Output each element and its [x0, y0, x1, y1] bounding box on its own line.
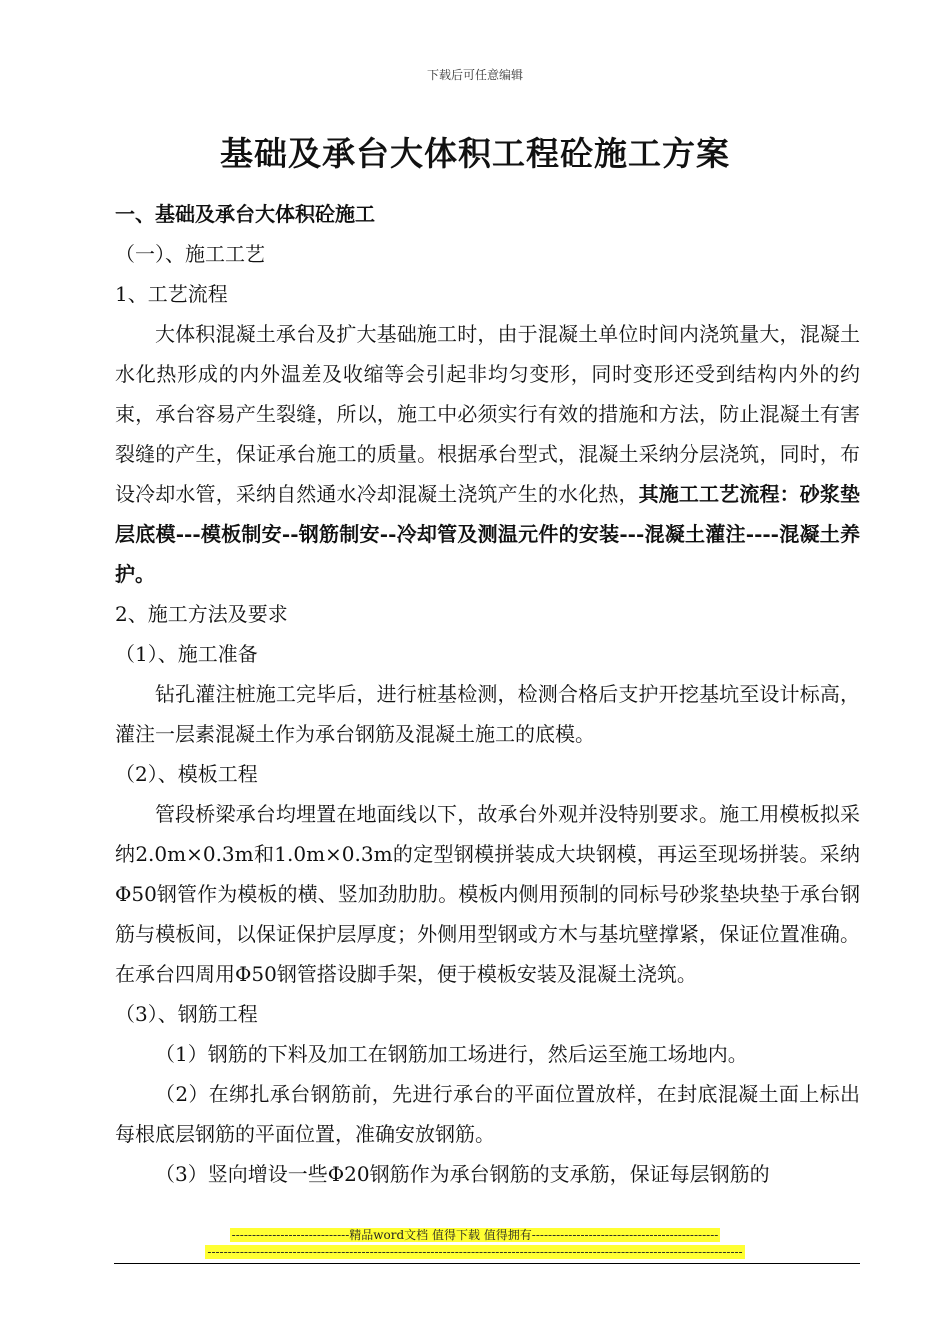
item-heading-preparation: （1）、施工准备 [115, 642, 258, 666]
footer-rule [114, 1263, 860, 1264]
paragraph-process [115, 314, 860, 594]
footer-banner-text: -----------------------------精品word文档 值得下载 值得拥有---------------------------------------------- [231, 1228, 719, 1242]
item-heading-flow: 1、工艺流程 [115, 282, 228, 306]
paragraph-formwork: 管段桥梁承台均埋置在地面线以下，故承台外观并没特别要求。施工用模板拟采纳2.0m×0.3m和1.0m×0.3m的定型钢模拼装成大块钢模，再运至现场拼装。采纳Φ50钢管作为模板的横、竖加劲肋肋。模板内侧用预制的同标号砂浆垫块垫于承台钢筋与模板间，以保证保护层厚度；外侧用型钢或方木与基坑壁撑紧，保证位置准确。在承台四周用Φ50钢管搭设脚手架，便于模板安装及混凝土浇筑。 [115, 802, 860, 986]
paragraph-rebar-2: （2）在绑扎承台钢筋前，先进行承台的平面位置放样，在封底混凝土面上标出每根底层钢筋的平面位置，准确安放钢筋。 [115, 1082, 860, 1146]
paragraph-preparation: 钻孔灌注桩施工完毕后，进行桩基检测，检测合格后支护开挖基坑至设计标高，灌注一层素混凝土作为承台钢筋及混凝土施工的底模。 [115, 682, 860, 746]
document-body [115, 194, 860, 1194]
paragraph-rebar-3: （3）竖向增设一些Φ20钢筋作为承台钢筋的支承筋，保证每层钢筋的 [155, 1162, 770, 1186]
subsection-heading-process: （一）、施工工艺 [115, 242, 265, 266]
footer-banner [0, 1227, 950, 1243]
footer-dashes-text: ------------------------------------------------------------------------------------------------------------------------------------ [207, 1245, 743, 1259]
paragraph-rebar-1: （1）钢筋的下料及加工在钢筋加工场进行，然后运至施工场地内。 [155, 1042, 748, 1066]
header-note: 下载后可任意编辑 [426, 68, 523, 82]
item-heading-formwork: （2）、模板工程 [115, 762, 258, 786]
item-heading-methods: 2、施工方法及要求 [115, 602, 288, 626]
paragraph-process-flow-bold: 其施工工艺流程：砂浆垫层底模---模板制安--钢筋制安--冷却管及测温元件的安装---混凝土灌注----混凝土养护。 [115, 482, 861, 586]
footer-dashes [0, 1244, 950, 1260]
paragraph-process-text: 大体积混凝土承台及扩大基础施工时，由于混凝土单位时间内浇筑量大，混凝土水化热形成的内外温差及收缩等会引起非均匀变形，同时变形还受到结构内外的约束，承台容易产生裂缝，所以，施工中必须实行有效的措施和方法，防止混凝土有害裂缝的产生，保证承台施工的质量。根据承台型式，混凝土采纳分层浇筑，同时，布设冷却水管，采纳自然通水冷却混凝土浇筑产生的水化热， [115, 322, 860, 506]
section-heading-1: 一、基础及承台大体积砼施工 [115, 202, 375, 226]
item-heading-rebar: （3）、钢筋工程 [115, 1002, 258, 1026]
document-title: 基础及承台大体积工程砼施工方案 [220, 134, 730, 173]
